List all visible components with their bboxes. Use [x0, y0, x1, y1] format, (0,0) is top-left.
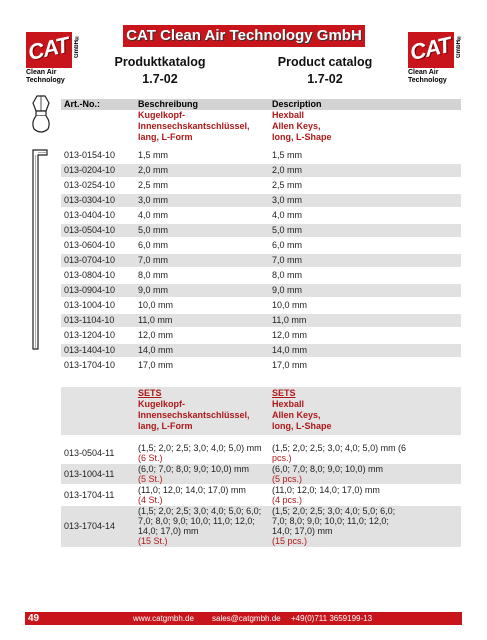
- size-en: 1,5 mm: [272, 150, 303, 160]
- set-count: pcs.): [272, 453, 292, 463]
- size-de: 2,5 mm: [138, 180, 169, 190]
- table-row: [61, 269, 461, 282]
- size-de: 2,0 mm: [138, 165, 169, 175]
- set-count: (5 pcs.): [272, 474, 303, 484]
- set-contents-de: [138, 443, 262, 463]
- size-de: 14,0 mm: [138, 345, 174, 355]
- set-contents-de: [138, 506, 261, 546]
- set-line: 7,0; 8,0; 9,0; 10,0; 11,0; 12,0;: [138, 516, 255, 526]
- sets-description-en: [272, 388, 332, 432]
- logo-sub-line-1: Clean Air: [408, 69, 439, 76]
- size-en: 7,0 mm: [272, 255, 303, 265]
- catalog-title-de: [95, 54, 225, 88]
- table-row: [61, 164, 461, 177]
- table-row: [61, 359, 461, 372]
- size-de: 1,5 mm: [138, 150, 169, 160]
- article-number: 013-0404-10: [64, 210, 116, 220]
- table-row: [61, 239, 461, 252]
- size-de: 5,0 mm: [138, 225, 169, 235]
- article-number: 013-0154-10: [64, 150, 116, 160]
- sets-header-row: [61, 387, 461, 435]
- sets-desc-en-line: Allen Keys,: [272, 410, 321, 420]
- article-number: 013-1704-10: [64, 360, 116, 370]
- logo-text: CAT: [25, 32, 71, 65]
- desc-de-line: Innensechskantschlüssel,: [138, 121, 250, 131]
- set-article-number: 013-1704-11: [64, 490, 115, 500]
- page-number: 49: [28, 613, 40, 624]
- company-logo-left: [26, 32, 86, 85]
- set-line: (1,5; 2,0; 2,5; 3,0; 4,0; 5,0; 6,0;: [272, 506, 396, 516]
- set-line: (1,5; 2,0; 2,5; 3,0; 4,0; 5,0; 6,0;: [138, 506, 262, 516]
- table-row: [61, 194, 461, 207]
- article-number: 013-0704-10: [64, 255, 116, 265]
- article-number: 013-0304-10: [64, 195, 116, 205]
- allen-key-l-shape-icon: [26, 146, 52, 356]
- catalog-name-de: Produktkatalog: [114, 55, 206, 69]
- catalog-name-en: Product catalog: [277, 55, 373, 69]
- logo-gmbh: GmbH®: [456, 34, 462, 58]
- section-number-en: 1.7-02: [307, 72, 343, 86]
- section-number-de: 1.7-02: [142, 72, 178, 86]
- footer-email-link[interactable]: sales@catgmbh.de: [212, 614, 281, 623]
- size-en: 9,0 mm: [272, 285, 303, 295]
- desc-de-line: lang, L-Form: [138, 132, 193, 142]
- desc-en-line: Hexball: [272, 110, 305, 120]
- size-en: 17,0 mm: [272, 360, 308, 370]
- sets-desc-en-line: Hexball: [272, 399, 305, 409]
- set-line: (11,0; 12,0; 14,0; 17,0) mm: [272, 485, 380, 495]
- desc-en-line: long, L-Shape: [272, 132, 332, 142]
- set-contents-de: [138, 485, 246, 505]
- set-contents-en: [272, 485, 380, 505]
- sets-description-de: [138, 388, 250, 432]
- col-header-desc-de: Beschreibung: [138, 99, 199, 109]
- table-row: [61, 224, 461, 237]
- size-de: 9,0 mm: [138, 285, 169, 295]
- catalog-title-en: [260, 54, 390, 88]
- article-number: 013-0504-10: [64, 225, 116, 235]
- set-line: (6,0; 7,0; 8,0; 9,0; 10,0) mm: [138, 464, 250, 474]
- sets-desc-en-line: long, L-Shape: [272, 421, 332, 431]
- set-row: [61, 464, 461, 484]
- col-header-art: Art.-No.:: [64, 99, 100, 109]
- table-row: [61, 329, 461, 342]
- logo-gmbh: GmbH®: [74, 34, 80, 58]
- size-en: 12,0 mm: [272, 330, 308, 340]
- set-line: (11,0; 12,0; 14,0; 17,0) mm: [138, 485, 246, 495]
- set-row: [61, 443, 461, 463]
- table-row: [61, 344, 461, 357]
- table-row: [61, 149, 461, 162]
- sets-title-en: SETS: [272, 388, 296, 398]
- product-description-en: [272, 110, 332, 143]
- table-row: [61, 254, 461, 267]
- size-de: 10,0 mm: [138, 300, 174, 310]
- logo-sub-line-2: Technology: [408, 77, 447, 84]
- size-en: 14,0 mm: [272, 345, 308, 355]
- set-article-number: 013-1704-14: [64, 521, 116, 531]
- table-header-row: [61, 99, 461, 110]
- logo-text: CAT: [407, 32, 453, 65]
- size-en: 4,0 mm: [272, 210, 303, 220]
- set-line: (1,5; 2,0; 2,5; 3,0; 4,0; 5,0) mm: [138, 443, 262, 453]
- company-logo-right: [408, 32, 468, 85]
- size-de: 4,0 mm: [138, 210, 169, 220]
- logo-sub-line-1: Clean Air: [26, 69, 57, 76]
- size-en: 2,0 mm: [272, 165, 303, 175]
- set-line: 14,0; 17,0) mm: [272, 526, 333, 536]
- set-line: (1,5; 2,0; 2,5; 3,0; 4,0; 5,0) mm (6: [272, 443, 407, 453]
- set-count: (4 St.): [138, 495, 163, 505]
- table-row: [61, 299, 461, 312]
- footer-phone: +49(0)711 3659199-13: [291, 614, 373, 623]
- col-header-desc-en: Description: [272, 99, 322, 109]
- set-article-number: 013-0504-11: [64, 448, 115, 458]
- sets-desc-de-line: lang, L-Form: [138, 421, 193, 431]
- sets-desc-de-line: Kugelkopf-: [138, 399, 185, 409]
- set-row: [61, 506, 461, 547]
- size-en: 10,0 mm: [272, 300, 308, 310]
- set-row: [61, 485, 461, 505]
- table-row: [61, 314, 461, 327]
- article-number: 013-1404-10: [64, 345, 116, 355]
- desc-en-line: Allen Keys,: [272, 121, 321, 131]
- set-article-number: 013-1004-11: [64, 469, 115, 479]
- size-de: 11,0 mm: [138, 315, 173, 325]
- article-number: 013-0254-10: [64, 180, 116, 190]
- size-de: 3,0 mm: [138, 195, 169, 205]
- article-number: 013-1104-10: [64, 315, 115, 325]
- set-count: (4 pcs.): [272, 495, 303, 505]
- article-number: 013-0604-10: [64, 240, 116, 250]
- product-description-de: [138, 110, 250, 143]
- footer-website-link[interactable]: www.catgmbh.de: [133, 614, 194, 623]
- size-de: 7,0 mm: [138, 255, 169, 265]
- set-line: 14,0; 17,0) mm: [138, 526, 199, 536]
- table-row: [61, 284, 461, 297]
- set-contents-en: [272, 443, 406, 463]
- set-count: (6 St.): [138, 453, 163, 463]
- size-de: 12,0 mm: [138, 330, 174, 340]
- size-de: 6,0 mm: [138, 240, 169, 250]
- set-count: (5 St.): [138, 474, 163, 484]
- article-number: 013-1004-10: [64, 300, 116, 310]
- size-en: 2,5 mm: [272, 180, 303, 190]
- size-en: 3,0 mm: [272, 195, 303, 205]
- size-en: 6,0 mm: [272, 240, 303, 250]
- set-contents-en: [272, 506, 395, 546]
- set-line: (6,0; 7,0; 8,0; 9,0; 10,0) mm: [272, 464, 384, 474]
- size-en: 5,0 mm: [272, 225, 303, 235]
- set-count: (15 pcs.): [272, 536, 308, 546]
- hexball-tip-icon: [28, 94, 54, 138]
- desc-de-line: Kugelkopf-: [138, 110, 185, 120]
- size-de: 8,0 mm: [138, 270, 169, 280]
- article-number: 013-0204-10: [64, 165, 116, 175]
- size-de: 17,0 mm: [138, 360, 174, 370]
- size-en: 11,0 mm: [272, 315, 307, 325]
- set-contents-en: [272, 464, 383, 484]
- logo-sub-line-2: Technology: [26, 77, 65, 84]
- size-en: 8,0 mm: [272, 270, 303, 280]
- article-number: 013-1204-10: [64, 330, 116, 340]
- table-row: [61, 179, 461, 192]
- sets-title-de: SETS: [138, 388, 162, 398]
- set-count: (15 St.): [138, 536, 168, 546]
- article-number: 013-0904-10: [64, 285, 116, 295]
- company-banner: CAT Clean Air Technology GmbH: [123, 25, 365, 47]
- set-contents-de: [138, 464, 249, 484]
- table-row: [61, 209, 461, 222]
- article-number: 013-0804-10: [64, 270, 116, 280]
- sets-desc-de-line: Innensechskantschlüssel,: [138, 410, 250, 420]
- set-line: 7,0; 8,0; 9,0; 10,0; 11,0; 12,0;: [272, 516, 389, 526]
